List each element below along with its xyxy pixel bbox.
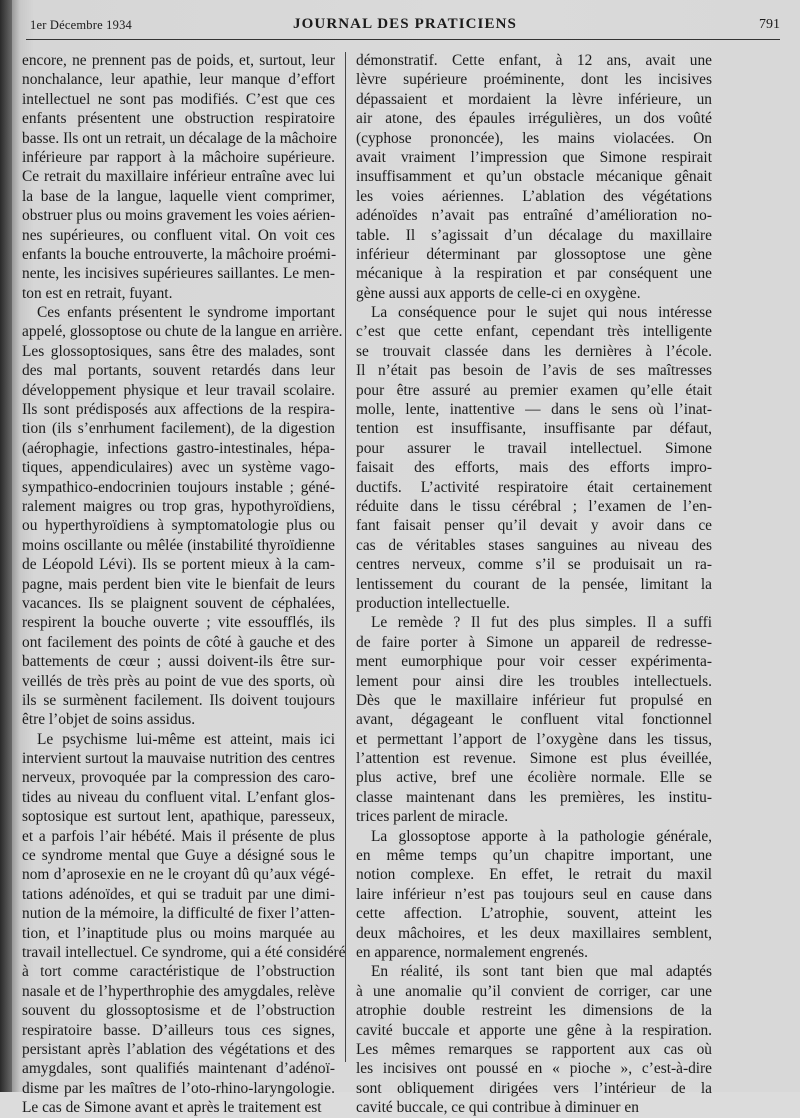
- left-column-line: tion, et l’inaptitude plus ou moins marquée au: [22, 924, 335, 942]
- left-column-line: à tort comme caractéristique de l’obstruction: [22, 963, 335, 981]
- right-column-line: ment eumorphique pour voir cesser expérimenta-: [356, 653, 712, 671]
- right-column-line: classe maintenant dans les premières, les institu-: [356, 788, 712, 806]
- right-column-line: faisait des efforts, mais des efforts impro-: [356, 459, 712, 477]
- right-column-line: les voies aériennes. L’ablation des végétations: [356, 187, 712, 205]
- right-column-line: cavité buccale et apporte une gêne à la respiration.: [356, 1021, 712, 1039]
- left-column-line: ce syndrome mental que Guye a désigné sous le: [22, 847, 335, 865]
- right-column-line: Le remède ? Il fut des plus simples. Il a suffi: [371, 614, 712, 632]
- page-header: [30, 14, 780, 38]
- right-column-line: et permettant l’apport de l’oxygène dans les tissus,: [356, 730, 712, 748]
- right-column-line: avant, dégageant le confluent vital fonctionnel: [356, 711, 712, 729]
- right-column-line: lentissement du courant de la pensée, limitant la: [356, 575, 712, 593]
- right-column-line: en même temps qu’un chapitre important, une: [356, 847, 712, 865]
- left-column-line: appelé, glossoptose ou chute de la langue en arrière.: [22, 323, 343, 341]
- right-column-line: cette affection. L’atrophie, souvent, atteint les: [356, 905, 712, 923]
- right-column-line: En réalité, ils sont tant bien que mal adaptés: [371, 963, 712, 981]
- right-column-line: molle, lente, inattentive — dans le sens où l’inat-: [356, 401, 712, 419]
- right-column-line: l’attention est revenue. Simone est plus éveillée,: [356, 750, 712, 768]
- left-column-line: respiratoire basse. D’ailleurs tous ces signes,: [22, 1021, 335, 1039]
- left-column-line: tiques, appendiculaires) avec un système vago-: [22, 459, 335, 477]
- right-column-line: lèvre supérieure proéminente, dont les incisives: [356, 71, 712, 89]
- right-column-line: réduite dans le tissu cérébral ; l’examen de l’en-: [356, 497, 712, 515]
- right-column-line: insuffisamment et qu’un obstacle mécanique gênait: [356, 168, 712, 186]
- page-number: 791: [759, 17, 780, 32]
- left-column-line: disme par les maîtres de l’oto-rhino-laryngologie.: [22, 1079, 335, 1097]
- column-divider: [345, 52, 346, 1062]
- left-column-line: être l’objet de soins assidus.: [22, 711, 196, 729]
- right-column-line: se trouvait classée dans les dernières à l’école.: [356, 342, 712, 360]
- right-column-line: notion complexe. En effet, le retrait du maxil: [356, 866, 712, 884]
- left-column-line: nution de la mémoire, la difficulté de fixer l’atten-: [22, 905, 335, 923]
- journal-title: JOURNAL DES PRATICIENS: [293, 16, 517, 32]
- left-column-line: obstruer plus ou moins gravement les voies aérien-: [22, 207, 336, 225]
- left-column-line: nasale et de l’hyperthrophie des amygdales, relève: [22, 982, 335, 1000]
- left-column-line: (aérophagie, infections gastro-intestinales, hépa-: [22, 439, 335, 457]
- left-column-line: nes supérieures, ou confluent vital. On voit ces: [22, 226, 335, 244]
- left-column-line: nente, les incisives supérieures saillantes. Le men-: [22, 265, 335, 283]
- right-column-line: plus active, bref une écolière normale. Elle se: [356, 769, 712, 787]
- left-column-line: encore, ne prennent pas de poids, et, surtout, leur: [22, 52, 335, 69]
- right-column-line: dépassaient et mordaient la lèvre inférieure, un: [356, 90, 712, 108]
- right-column-line: tention est insuffisante, insuffisante par défaut,: [356, 420, 712, 438]
- right-column-line: en apparence, normalement engrenés.: [356, 943, 589, 961]
- right-column-line: adénoïdes n’avait pas entraîné d’amélioration no-: [356, 207, 712, 225]
- right-column-line: table. Il s’agissait d’un décalage du maxillaire: [356, 226, 712, 244]
- left-column-line: intellectuel ne sont pas modifiés. C’est que ces: [22, 90, 335, 108]
- right-column-line: centres nerveux, comme s’il se produisait un ra-: [356, 556, 712, 574]
- right-column-line: deux mâchoires, et les deux maxillaires semblent,: [356, 924, 712, 942]
- right-column-line: de faire porter à Simone un appareil de redresse-: [356, 633, 712, 651]
- left-column-line: Le cas de Simone avant et après le traitement est: [22, 1099, 322, 1117]
- right-column-line: pour être assuré au premier examen qu’elle était: [356, 381, 712, 399]
- right-column-line: fant faisait penser qu’il devait y avoir dans ce: [356, 517, 712, 535]
- left-column-line: veillés de très près au point de vue des sports, où: [22, 672, 335, 690]
- left-column-line: ou hyperthyroïdiens à symptomatologie plus ou: [22, 517, 335, 535]
- left-column-line: persistant après l’ablation des végétations et des: [22, 1040, 335, 1058]
- right-column-line: Il n’était pas besoin de l’avis de ses maîtresses: [356, 362, 712, 380]
- left-column: [22, 51, 346, 1117]
- right-column-line: La glossoptose apporte à la pathologie générale,: [371, 827, 712, 845]
- left-column-line: ralement maigres ou trop gras, hypothyroïdiens,: [22, 497, 335, 515]
- right-column-line: ductifs. L’activité respiratoire était certainement: [356, 478, 712, 496]
- left-column-line: Les glossoptosiques, sans être des malades, sont: [22, 342, 335, 360]
- left-column-line: Ce retrait du maxillaire inférieur entraîne avec lui: [22, 168, 335, 186]
- left-column-line: inférieure par rapport à la mâchoire supérieure.: [22, 148, 335, 166]
- left-column-line: des mal portants, souvent retardés dans leur: [22, 362, 335, 380]
- right-column-line: lement pour ainsi dire les troubles intellectuels.: [356, 672, 712, 690]
- right-column: [356, 51, 712, 1117]
- header-rule: [26, 39, 780, 40]
- left-column-line: tides au niveau du confluent vital. L’enfant glos-: [22, 788, 335, 806]
- left-column-line: enfants présentent une obstruction respiratoire: [22, 110, 335, 128]
- issue-date: 1er Décembre 1934: [30, 18, 132, 32]
- right-column-line: gène aussi aux apports de celle-ci en oxygène.: [356, 284, 641, 302]
- left-column-line: amygdales, sont qualifiés maintenant d’adénoï-: [22, 1060, 335, 1078]
- left-column-line: ils se surmènent facilement. Ils doivent toujours: [22, 691, 335, 709]
- left-column-line: vacances. Ils se plaignent souvent de céphalées,: [22, 594, 335, 612]
- left-column-line: sympathico-endocrinien toujours instable ; géné-: [22, 478, 335, 496]
- left-column-line: soptosique est surtout lent, apathique, paresseux,: [22, 808, 335, 826]
- right-column-line: mécanique à la respiration et par conséquent une: [356, 265, 712, 283]
- right-column-line: cas de véritables stases sanguines au niveau des: [356, 536, 712, 554]
- right-column-line: laire inférieur n’est pas toujours seul en cause dans: [356, 885, 712, 903]
- left-column-line: et a parfois l’air hébété. Mais il présente de plus: [22, 827, 335, 845]
- right-column-line: c’est que cette enfant, cependant très intelligente: [356, 323, 712, 341]
- right-column-line: trices parlent de miracle.: [356, 808, 509, 826]
- left-column-line: ont facilement des points de côté à gauche et des: [22, 633, 335, 651]
- right-column-line: Les mêmes remarques se rapportent aux cas où: [356, 1040, 712, 1058]
- right-column-line: Dès que le maxillaire inférieur fut propulsé en: [356, 691, 712, 709]
- left-column-line: tations adénoïdes, et qui se traduit par une dimi-: [22, 885, 335, 903]
- left-column-line: développement physique et leur travail scolaire.: [22, 381, 335, 399]
- right-column-line: avait vraiment l’impression que Simone respirait: [356, 148, 712, 166]
- left-column-line: tion (ils s’enrhument facilement), de la digestion: [22, 420, 335, 438]
- right-column-line: à une anomalie qu’il convient de corriger, car une: [356, 982, 712, 1000]
- left-column-line: Le psychisme lui-même est atteint, mais ici: [37, 730, 335, 748]
- left-column-line: de Léopold Lévi). Ils se portent mieux à la cam-: [22, 556, 335, 574]
- right-column-line: La conséquence pour le sujet qui nous intéresse: [371, 304, 712, 322]
- left-column-line: nonchalance, leur apathie, leur manque d’effort: [22, 71, 335, 89]
- left-column-line: pagne, mais perdent bien vite le bienfait de leurs: [22, 575, 335, 593]
- left-column-line: intervient surtout la mauvaise nutrition des centres: [22, 750, 335, 768]
- right-column-line: cavité buccale, ce qui contribue à diminuer en: [356, 1099, 639, 1117]
- right-column-line: production intellectuelle.: [356, 594, 510, 612]
- left-column-line: enfants la bouche entrouverte, la mâchoire proémi-: [22, 245, 337, 263]
- left-column-line: la base de la langue, laquelle vient comprimer,: [22, 187, 335, 205]
- right-column-line: (cyphose prononcée), les mains violacées. On: [356, 129, 712, 147]
- left-column-line: basse. Ils ont un retrait, un décalage de la mâchoire: [22, 129, 337, 147]
- right-column-line: sont obliquement dirigées vers l’intérieur de la: [356, 1079, 712, 1097]
- book-binding-edge: [0, 0, 12, 1092]
- left-column-line: nerveux, provoquée par la compression des caro-: [22, 769, 335, 787]
- left-column-line: ton est en retrait, fuyant.: [22, 284, 173, 302]
- left-column-line: battements de cœur ; aussi doivent-ils être sur-: [22, 653, 335, 671]
- right-column-line: démonstratif. Cette enfant, à 12 ans, avait une: [356, 52, 712, 69]
- left-column-line: souvent du glossoptosisme et de l’obstruction: [22, 1002, 335, 1020]
- right-column-line: les incisives ont poussé en « pioche », c’est-à-dire: [356, 1060, 712, 1078]
- left-column-line: Ils sont prédisposés aux affections de la respira-: [22, 401, 335, 419]
- right-column-line: atrophie double restreint les dimensions de la: [356, 1002, 712, 1020]
- right-column-line: pour assurer le travail intellectuel. Simone: [356, 439, 712, 457]
- left-column-line: Ces enfants présentent le syndrome important: [37, 304, 335, 322]
- left-column-line: nom d’aprosexie en ne le croyant dû qu’aux végé-: [22, 866, 335, 884]
- left-column-line: respirent la bouche ouverte ; vite essoufflés, ils: [22, 614, 335, 632]
- left-column-line: moins oscillante ou mêlée (instabilité thyroïdienne: [22, 536, 335, 554]
- left-column-line: travail intellectuel. Ce syndrome, qui a été considéré: [22, 943, 346, 961]
- right-column-line: air atone, des épaules irrégulières, un dos voûté: [356, 110, 712, 128]
- right-column-line: inférieur déterminant par glossoptose une gène: [356, 245, 712, 263]
